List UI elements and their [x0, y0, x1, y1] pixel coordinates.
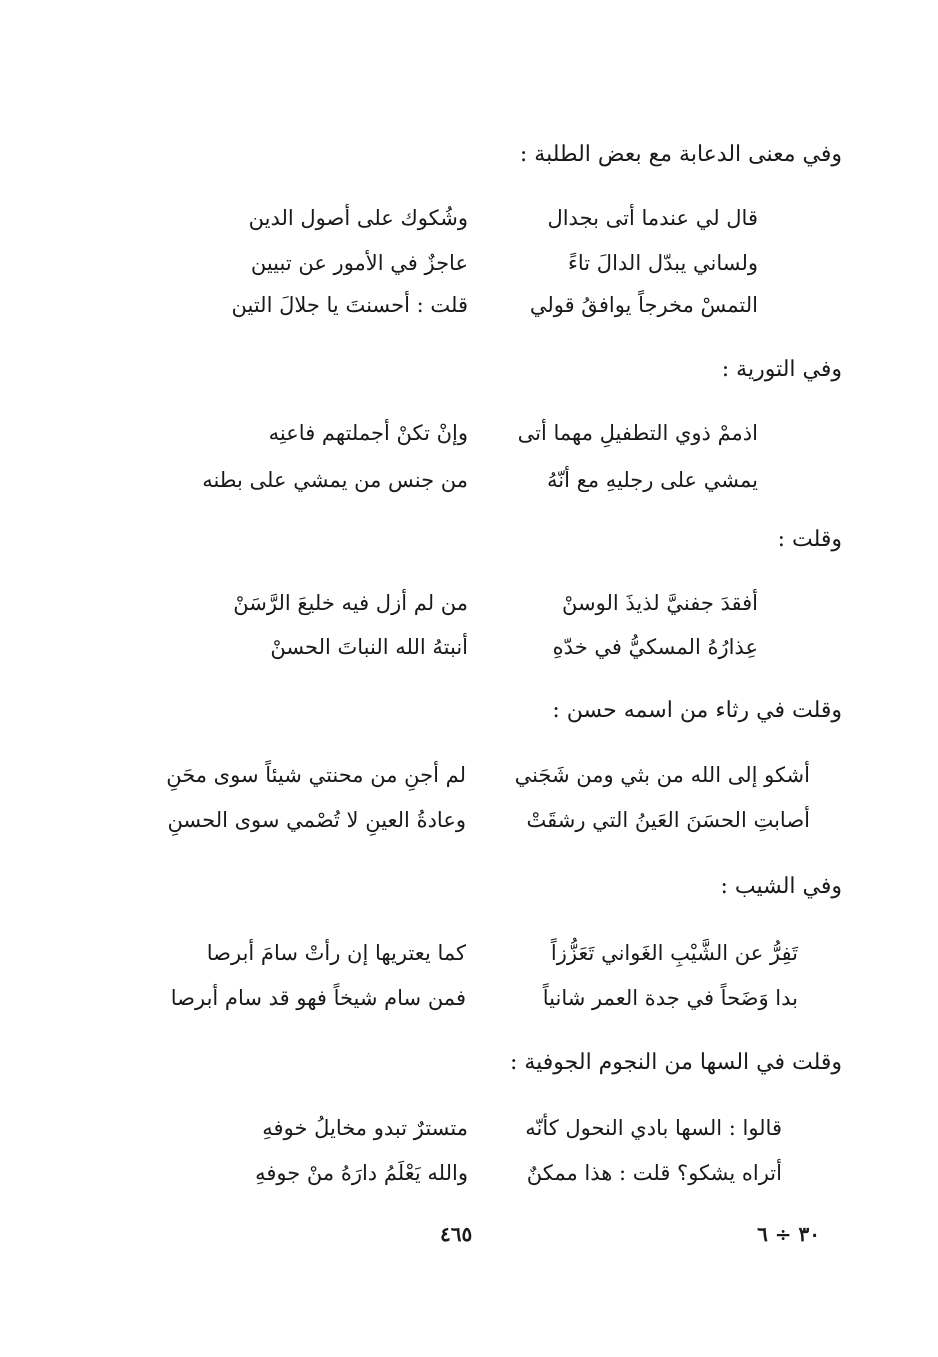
section-heading: وفي الشيب :: [720, 874, 842, 899]
verse-first-hemistich: أفقدَ جفنيَّ لذيذَ الوسنْ: [562, 591, 758, 615]
page-number: ٤٦٥: [440, 1222, 473, 1246]
signature-mark: ٣٠ ÷ ٦: [757, 1222, 820, 1246]
verse-first-hemistich: بدا وَضَحاً في جدة العمر شانياً: [542, 986, 798, 1010]
verse-first-hemistich: تَفِرُّ عن الشَّيْبِ الغَواني تَعَزُّزاً: [550, 941, 798, 965]
verse-first-hemistich: ولساني يبدّل الدالَ تاءً: [568, 251, 758, 275]
verse-second-hemistich: فمن سام شيخاً فهو قد سام أبرصا: [170, 986, 466, 1010]
verse-second-hemistich: متسترٌ تبدو مخايلُ خوفهِ: [262, 1116, 468, 1140]
verse-second-hemistich: من جنس من يمشي على بطنه: [202, 468, 468, 492]
section-heading: وفي التورية :: [721, 357, 842, 382]
section-heading: وفي معنى الدعابة مع بعض الطلبة :: [519, 142, 842, 167]
verse-first-hemistich: قال لي عندما أتى بجدال: [547, 206, 758, 230]
section-heading: وقلت :: [777, 527, 842, 552]
verse-second-hemistich: لم أجنِ من محنتي شيئاً سوى محَنِ: [166, 763, 466, 787]
verse-second-hemistich: كما يعتريها إن رأتْ سامَ أبرصا: [206, 941, 466, 965]
verse-second-hemistich: وشُكوك على أصول الدين: [248, 206, 468, 230]
verse-second-hemistich: وعادةُ العينِ لا تُصْمي سوى الحسنِ: [167, 808, 466, 832]
verse-first-hemistich: عِذارُهُ المسكيُّ في خدّهِ: [552, 635, 758, 659]
verse-second-hemistich: من لم أزل فيه خليعَ الرَّسَنْ: [233, 591, 468, 615]
verse-second-hemistich: أنبتهُ الله النباتَ الحسنْ: [270, 635, 468, 659]
verse-first-hemistich: أتراه يشكو؟ قلت : هذا ممكنٌ: [526, 1161, 782, 1185]
section-heading: وقلت في رثاء من اسمه حسن :: [552, 698, 842, 723]
verse-first-hemistich: أشكو إلى الله من بثي ومن شَجَني: [514, 763, 810, 787]
verse-second-hemistich: عاجزٌ في الأمور عن تبيين: [250, 251, 468, 275]
verse-second-hemistich: والله يَعْلَمُ دارَهُ منْ جوفهِ: [255, 1161, 468, 1185]
section-heading: وقلت في السها من النجوم الجوفية :: [509, 1050, 842, 1075]
verse-first-hemistich: أصابتِ الحسَنَ العَينُ التي رشقَتْ: [526, 808, 810, 832]
verse-first-hemistich: اذممْ ذوي التطفيلِ مهما أتى: [517, 421, 758, 445]
verse-second-hemistich: قلت : أحسنتَ يا جلالَ التين: [231, 293, 468, 317]
verse-first-hemistich: قالوا : السها بادي النحول كأنّه: [525, 1116, 782, 1140]
verse-first-hemistich: التمسْ مخرجاً يوافقُ قولي: [529, 293, 758, 317]
verse-second-hemistich: وإنْ تكنْ أجملتهم فاعنِه: [268, 421, 468, 445]
verse-first-hemistich: يمشي على رجليهِ مع أنّهُ: [547, 468, 758, 492]
